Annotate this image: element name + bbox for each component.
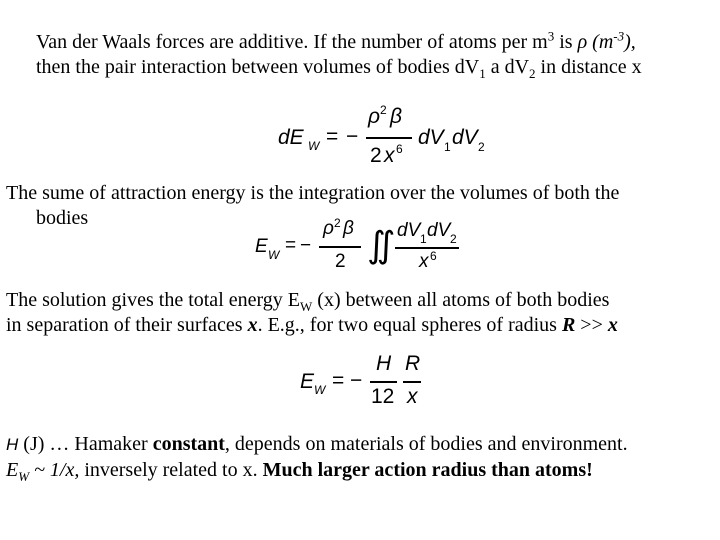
eq2-equals: = xyxy=(285,235,297,256)
hamaker2-text-a: inversely related to x. xyxy=(79,459,263,481)
eq2-lhs: E xyxy=(255,236,268,257)
hamaker-text-b: , depends on materials of bodies and environment. xyxy=(224,433,628,455)
hamaker-h: H xyxy=(6,435,19,454)
equation-hamaker xyxy=(300,352,440,412)
intro-line-1 xyxy=(36,30,636,54)
solution2-text-a: in separation of their surfaces xyxy=(6,314,248,336)
intro2-text-c: in distance x xyxy=(535,56,642,78)
eq2-den-sup: 6 xyxy=(430,249,437,263)
eq3-lhs: E xyxy=(300,370,315,393)
solution-line-1 xyxy=(6,288,609,312)
rho-symbol: ρ xyxy=(577,31,588,53)
intro2-text-b: a dV xyxy=(485,56,530,78)
hamaker2-e: E xyxy=(6,459,19,481)
eq2-den: 2 xyxy=(335,251,346,272)
intro-line-2 xyxy=(36,55,642,79)
eq3-den-x: x xyxy=(407,385,418,408)
hamaker-line-2 xyxy=(6,458,593,482)
unit-close: ), xyxy=(624,31,636,53)
hamaker2-sub-w: W xyxy=(18,469,30,484)
eq1-tail-sub1: 1 xyxy=(444,140,451,154)
eq1-fraction-bar xyxy=(366,137,412,139)
eq3-fraction-bar-2 xyxy=(403,381,421,383)
eq1-lhs-sub: W xyxy=(308,139,320,153)
eq2-lhs-sub: W xyxy=(268,248,280,262)
eq2-num-a: dV xyxy=(397,220,421,241)
eq2-num-sup: 2 xyxy=(334,216,341,230)
solution2-x2: x xyxy=(607,314,618,336)
eq1-minus: − xyxy=(346,125,359,148)
hamaker-text-a: (J) … Hamaker xyxy=(18,433,153,455)
eq1-den-2: 2 xyxy=(370,144,382,167)
eq3-den-12: 12 xyxy=(371,385,395,408)
intro-sup-3: 3 xyxy=(547,28,555,44)
eq3-num-h: H xyxy=(376,352,392,375)
eq2-right-fraction-bar xyxy=(395,247,459,249)
eq1-tail-b: dV xyxy=(452,126,478,149)
solution-text-b: (x) between all atoms of both bodies xyxy=(312,289,610,311)
integration-text-1: The sume of attraction energy is the integration over the volumes of both the xyxy=(6,182,620,204)
eq1-num-rho: ρ xyxy=(368,105,381,128)
hamaker2-rel: ~ 1/x, xyxy=(29,459,80,481)
integration-line-2 xyxy=(36,206,88,230)
intro2-sub-2: 2 xyxy=(529,66,536,81)
solution2-text-c: >> xyxy=(575,314,608,336)
eq2-num-beta: β xyxy=(343,218,354,239)
eq2-num-rho: ρ xyxy=(323,218,334,239)
eq1-tail-a: dV xyxy=(418,126,444,149)
eq1-equals: = xyxy=(326,125,339,148)
eq3-minus: − xyxy=(350,369,363,392)
eq2-num-b: dV xyxy=(427,220,451,241)
intro2-sub-1: 1 xyxy=(479,66,486,81)
integration-line-1 xyxy=(6,181,619,205)
hamaker2-bold: Much larger action radius than atoms! xyxy=(262,459,593,481)
eq2-left-fraction-bar xyxy=(319,246,361,248)
eq1-num-beta: β xyxy=(390,105,402,128)
eq1-lhs: dE xyxy=(278,126,304,149)
integration-text-2: bodies xyxy=(36,207,89,229)
unit-open: (m xyxy=(587,31,614,53)
intro-text-b: is xyxy=(554,31,578,53)
eq2-num-sub1: 1 xyxy=(420,232,427,246)
eq2-minus: − xyxy=(300,235,312,256)
equation-integral-energy xyxy=(255,218,475,278)
eq1-den-sup: 6 xyxy=(396,142,403,156)
eq2-double-integral: ∬ xyxy=(367,224,396,265)
eq1-num-sup: 2 xyxy=(380,103,387,117)
eq3-num-r: R xyxy=(405,352,421,375)
intro-text-a: Van der Waals forces are additive. If the number of atoms per m xyxy=(36,31,548,53)
solution-text-a: The solution gives the total energy E xyxy=(6,289,301,311)
hamaker-constant: constant xyxy=(152,433,225,455)
eq2-num-sub2: 2 xyxy=(450,232,457,246)
eq1-den-x: x xyxy=(384,144,395,167)
solution-sub-w: W xyxy=(300,299,313,314)
eq2-den-x: x xyxy=(419,251,429,272)
eq3-lhs-sub: W xyxy=(314,383,326,397)
unit-sup: -3 xyxy=(613,28,625,44)
solution-line-2 xyxy=(6,313,618,337)
equation-pair-energy xyxy=(278,103,498,173)
solution2-text-b: . E.g., for two equal spheres of radius xyxy=(257,314,562,336)
solution2-r: R xyxy=(561,314,576,336)
eq3-fraction-bar-1 xyxy=(370,381,397,383)
solution2-x: x xyxy=(247,314,258,336)
eq3-equals: = xyxy=(332,369,345,392)
eq1-tail-sub2: 2 xyxy=(478,140,485,154)
intro2-text-a: then the pair interaction between volumes of bodies dV xyxy=(36,56,480,78)
hamaker-line-1 xyxy=(6,432,628,457)
